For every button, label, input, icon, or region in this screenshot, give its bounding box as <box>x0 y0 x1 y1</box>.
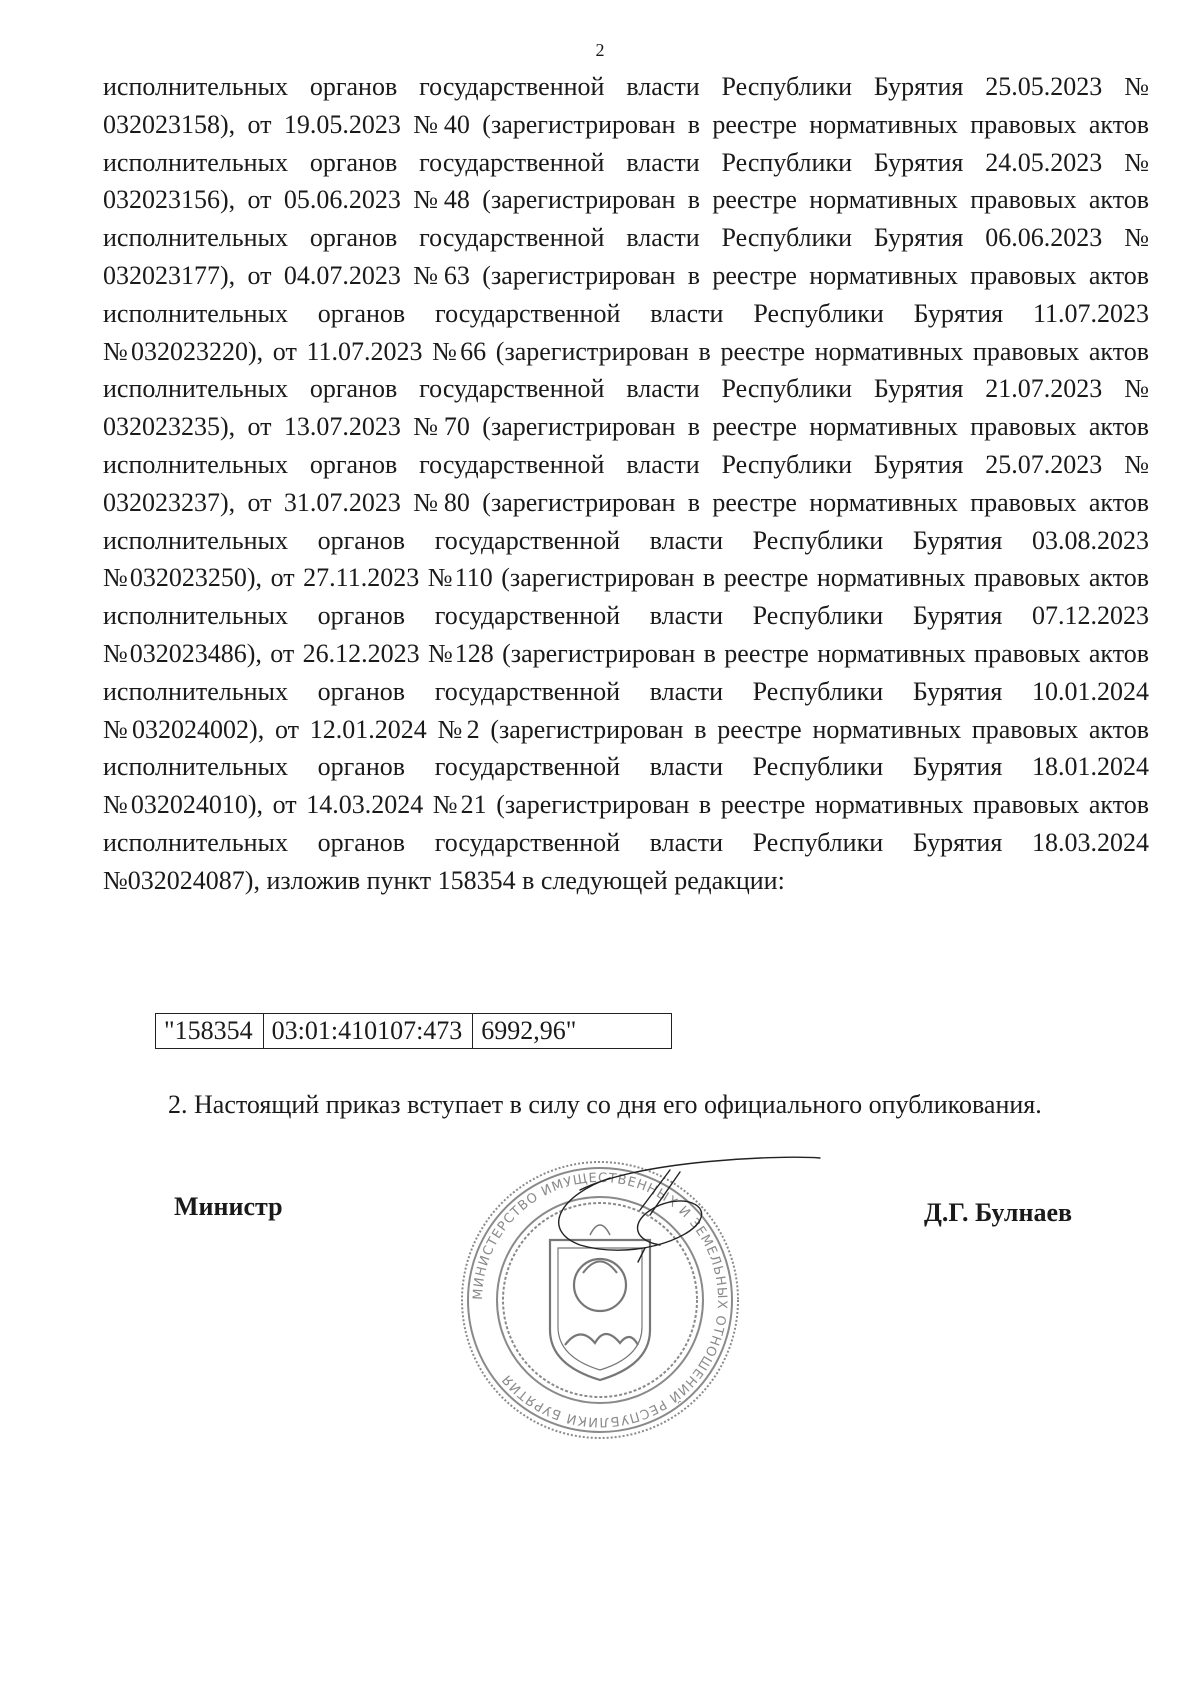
signatory-title: Министр <box>174 1192 283 1221</box>
table-cell-item-number: "158354 <box>156 1014 264 1049</box>
clause-2: 2. Настоящий приказ вступает в силу со дня его официального опубликования. <box>168 1090 1042 1119</box>
table-cell-value: 6992,96" <box>473 1014 672 1049</box>
cadastral-table <box>155 1013 672 1049</box>
table-row <box>156 1014 672 1049</box>
page-number: 2 <box>595 40 605 60</box>
body-paragraph: исполнительных органов государственной власти Республики Бурятия 25.05.2023 № 032023158), от 19.05.2023 №40 (зарегистрирован в реестре нормативных правовых актов исполнительных органов государственной власти Республики Бурятия 24.05.2023 № 032023156), от 05.06.2023 №48 (зарегистрирован в реестре нормативных правовых актов исполнительных органов государственной власти Республики Бурятия 06.06.2023 № 032023177), от 04.07.2023 №63 (зарегистрирован в реестре нормативных правовых актов исполнительных органов государственной власти Республики Бурятия 11.07.2023 №032023220), от 11.07.2023 №66 (зарегистрирован в реестре нормативных правовых актов исполнительных органов государственной власти Республики Бурятия 21.07.2023 № 032023235), от 13.07.2023 №70 (зарегистрирован в реестре нормативных правовых актов исполнительных органов государственной власти Республики Бурятия 25.07.2023 № 032023237), от 31.07.2023 №80 (зарегистрирован в реестре нормативных правовых актов исполнительных органов государственной власти Республики Бурятия 03.08.2023 №032023250), от 27.11.2023 №110 (зарегистрирован в реестре нормативных правовых актов исполнительных органов государственной власти Республики Бурятия 07.12.2023 №032023486), от 26.12.2023 №128 (зарегистрирован в реестре нормативных правовых актов исполнительных органов государственной власти Республики Бурятия 10.01.2024 №032024002), от 12.01.2024 №2 (зарегистрирован в реестре нормативных правовых актов исполнительных органов государственной власти Республики Бурятия 18.01.2024 №032024010), от 14.03.2024 №21 (зарегистрирован в реестре нормативных правовых актов исполнительных органов государственной власти Республики Бурятия 18.03.2024 №032024087), изложив пункт 158354 в следующей редакции: <box>103 72 1149 895</box>
signatory-name: Д.Г. Булнаев <box>924 1198 1073 1227</box>
handwritten-signature <box>520 1150 920 1270</box>
table-cell-cadastral-number: 03:01:410107:473 <box>263 1014 473 1049</box>
seal-legend: МИНИСТЕРСТВО ИМУЩЕСТВЕННЫХ И ЗЕМЕЛЬНЫХ ОТНОШЕНИЙ РЕСПУБЛИКИ БУРЯТИЯ <box>470 1170 730 1430</box>
cadastral-table-wrapper <box>155 1013 672 1049</box>
